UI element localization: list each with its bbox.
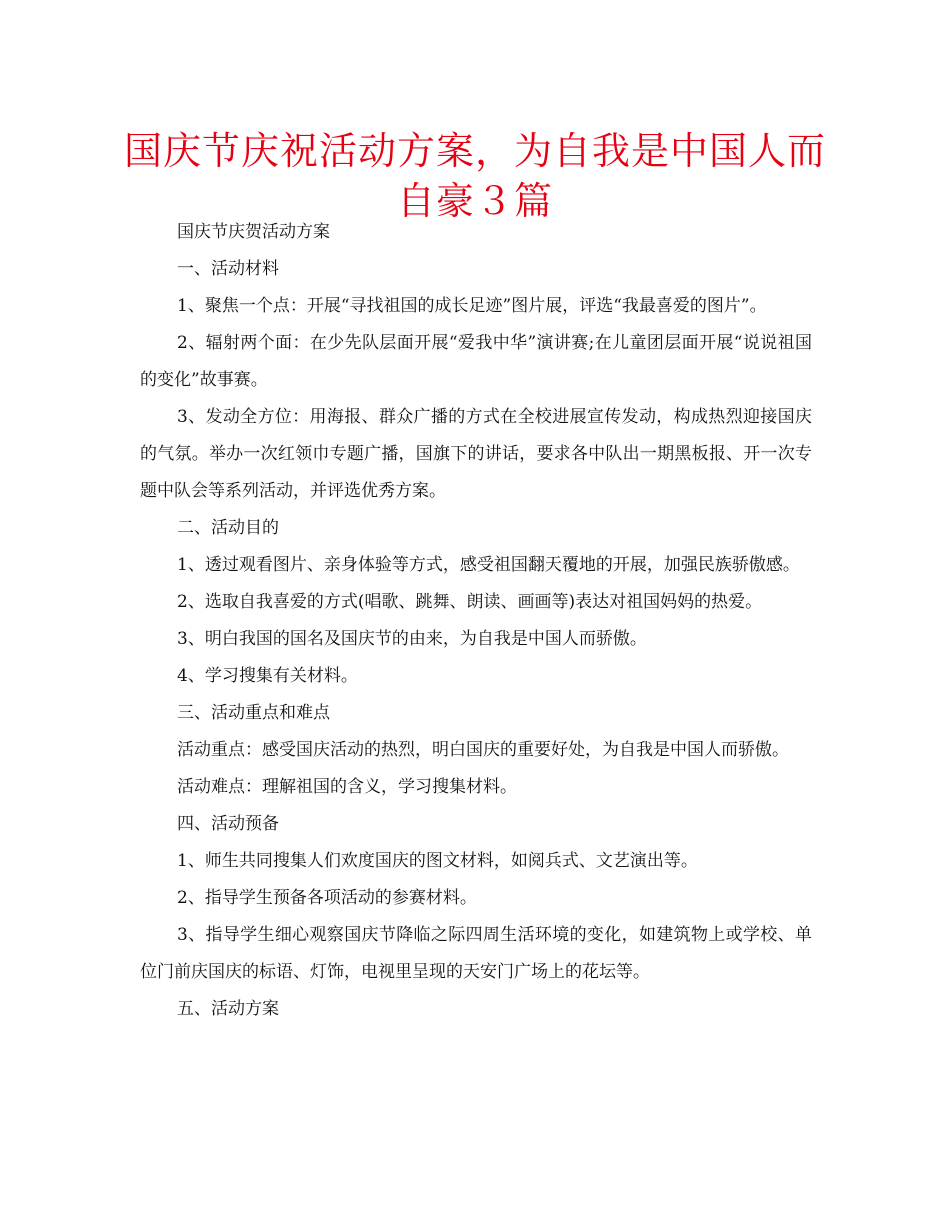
section-heading: 四、活动预备: [177, 814, 279, 834]
paragraph: 3、发动全方位：用海报、群众广播的方式在全校进展宣传发动，构成热烈迎接国庆的气氛。举办一次红领巾专题广播，国旗下的讲话，要求各中队出一期黑板报、开一次专题中队会等系列活动，并评选优秀方案。: [140, 407, 812, 501]
paragraph: 2、辐射两个面：在少先队层面开展“爱我中华”演讲赛;在儿童团层面开展“说说祖国的变化”故事赛。: [140, 333, 812, 390]
paragraph: 3、指导学生细心观察国庆节降临之际四周生活环境的变化，如建筑物上或学校、单位门前庆国庆的标语、灯饰，电视里呈现的天安门广场上的花坛等。: [140, 925, 812, 982]
title-line-2: 自豪３篇: [396, 179, 553, 223]
paragraph: 1、师生共同搜集人们欢度国庆的图文材料，如阅兵式、文艺演出等。: [177, 851, 698, 871]
paragraph: 2、选取自我喜爱的方式(唱歌、跳舞、朗读、画画等)表达对祖国妈妈的热爱。: [177, 592, 763, 612]
paragraph: 4、学习搜集有关材料。: [177, 666, 358, 686]
section-heading: 五、活动方案: [177, 999, 279, 1019]
paragraph: 3、明白我国的国名及国庆节的由来，为自我是中国人而骄傲。: [177, 629, 647, 649]
section-heading: 三、活动重点和难点: [177, 703, 330, 723]
section-heading: 一、活动材料: [177, 259, 279, 279]
paragraph: 1、聚焦一个点：开展“寻找祖国的成长足迹”图片展，评选“我最喜爱的图片”。: [177, 296, 767, 316]
paragraph: 活动重点：感受国庆活动的热烈，明白国庆的重要好处，为自我是中国人而骄傲。: [177, 740, 789, 760]
title-line-1: 国庆节庆祝活动方案，为自我是中国人而: [123, 129, 826, 173]
section-heading: 二、活动目的: [177, 518, 279, 538]
document-title: [100, 126, 850, 226]
paragraph: 国庆节庆贺活动方案: [177, 222, 330, 242]
paragraph: 1、透过观看图片、亲身体验等方式，感受祖国翻天覆地的开展，加强民族骄傲感。: [177, 555, 800, 575]
paragraph: 2、指导学生预备各项活动的参赛材料。: [177, 888, 477, 908]
paragraph: 活动难点：理解祖国的含义，学习搜集材料。: [177, 777, 517, 797]
document-body: [140, 214, 812, 1028]
